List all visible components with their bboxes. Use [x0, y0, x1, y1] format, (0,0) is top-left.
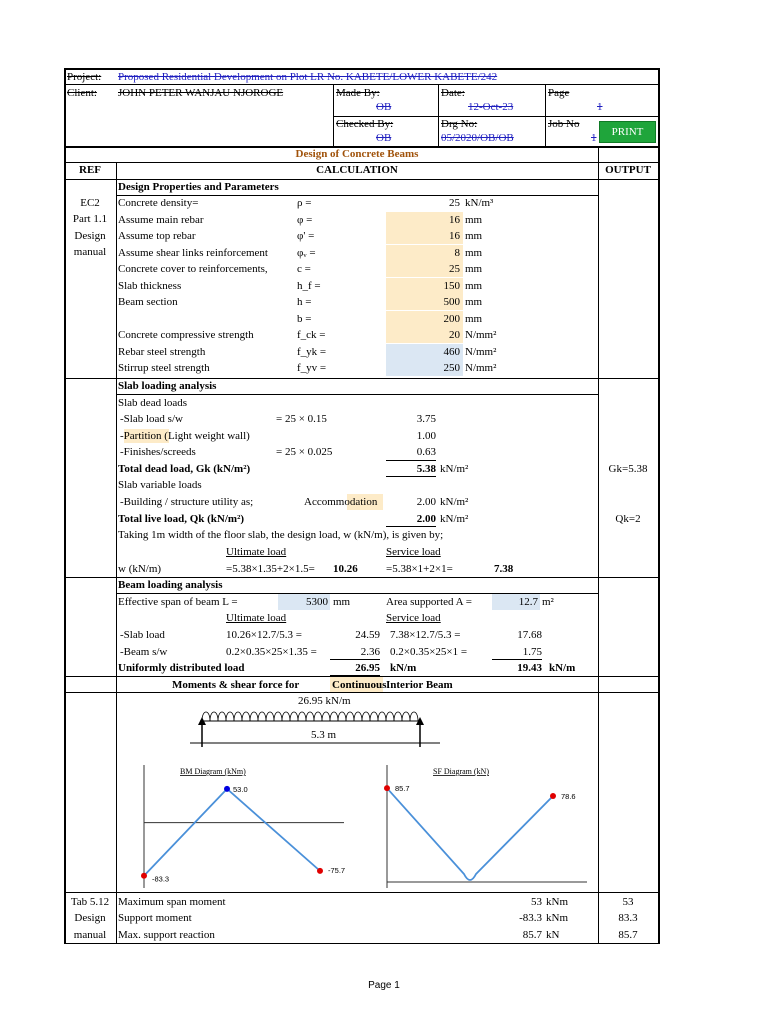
page-label: Page	[548, 87, 570, 99]
prop-label: Stirrup steel strength	[118, 362, 210, 374]
udl-coil	[226, 712, 234, 721]
udl-coil	[322, 712, 330, 721]
udl-coil	[378, 712, 386, 721]
prop-value[interactable]: 16	[449, 230, 460, 242]
slab-load-value: 3.75	[416, 413, 436, 425]
gk-output: Gk=5.38	[608, 463, 648, 475]
total-live-label: Total live load, Qk (kN/m²)	[118, 513, 245, 525]
max-span-moment-label: Maximum span moment	[118, 896, 226, 908]
prop-label: Assume top rebar	[118, 230, 196, 242]
prop-unit: mm	[465, 230, 483, 242]
beam-sw-svc-value: 1.75	[522, 646, 542, 658]
sf-diagram-chart	[383, 760, 593, 890]
prop-symbol: φᵥ =	[297, 246, 316, 259]
client-label: Client:	[67, 87, 97, 99]
results-ref-design: Design	[74, 912, 106, 924]
udl-coil	[298, 712, 306, 721]
made-by-value[interactable]: OB	[376, 101, 392, 113]
prop-value[interactable]: 150	[443, 279, 460, 292]
support-moment-output: 83.3	[618, 912, 638, 924]
prop-label: Assume main rebar	[118, 213, 204, 226]
prop-symbol: f_yk =	[297, 345, 327, 358]
results-ref-manual: manual	[73, 929, 107, 941]
udl-svc-value: 19.43	[517, 662, 542, 674]
moments-heading-highlight[interactable]: Continuous	[332, 679, 387, 691]
udl-coil	[386, 712, 394, 721]
prop-value[interactable]: 16	[449, 213, 460, 226]
prop-unit: N/mm²	[465, 329, 497, 341]
udl-coil	[218, 712, 226, 721]
design-props-heading: Design Properties and Parameters	[118, 181, 279, 193]
prop-value[interactable]: 20	[449, 329, 460, 341]
support-reaction-unit: kN	[546, 929, 560, 941]
data-label: 85.7	[395, 784, 410, 794]
prop-unit: mm	[465, 246, 483, 259]
moments-heading-prefix: Moments & shear force for	[172, 679, 300, 691]
print-button[interactable]: PRINT	[599, 121, 656, 143]
prop-value[interactable]: 25	[449, 197, 460, 209]
chart-title: SF Diagram (kN)	[433, 767, 489, 776]
prop-unit: mm	[465, 312, 483, 325]
udl-coils	[202, 712, 418, 721]
ref-manual: manual	[73, 246, 107, 258]
prop-label: Beam section	[118, 296, 178, 308]
udl-label: Uniformly distributed load	[118, 662, 245, 674]
prop-symbol: b =	[297, 312, 312, 325]
data-label: 78.6	[561, 791, 576, 801]
span-input[interactable]: 5300	[306, 596, 328, 608]
area-label: Area supported A =	[386, 596, 472, 608]
udl-coil	[282, 712, 290, 721]
udl-coil	[402, 712, 410, 721]
beam-slab-svc-value: 17.68	[517, 629, 542, 641]
slab-load-label: -Slab load s/w	[120, 413, 183, 425]
page-value[interactable]: 1	[597, 101, 603, 113]
udl-coil	[354, 712, 362, 721]
calculation-column-header: CALCULATION	[316, 164, 398, 176]
ultimate-load-heading: Ultimate load	[226, 546, 287, 558]
prop-label: Concrete cover to reinforcements,	[118, 263, 268, 275]
job-label: Job No	[548, 118, 580, 130]
checked-by-label: Checked By:	[336, 118, 394, 130]
prop-label: Rebar steel strength	[118, 345, 206, 358]
support-reaction-label: Max. support reaction	[118, 929, 215, 941]
data-label: -83.3	[152, 874, 170, 884]
utility-select[interactable]: Accommodation	[304, 496, 378, 508]
client-value[interactable]: JOHN PETER WANJAU NJOROGE	[118, 87, 284, 99]
udl-coil	[250, 712, 258, 721]
checked-by-value[interactable]: OB	[376, 132, 392, 144]
prop-unit: N/mm²	[465, 362, 497, 374]
prop-value[interactable]: 500	[443, 296, 460, 308]
udl-ult-unit: kN/m	[390, 662, 417, 674]
prop-label: Assume shear links reinforcement	[118, 246, 268, 259]
udl-coil	[242, 712, 250, 721]
support-moment-label: Support moment	[118, 912, 192, 924]
ref-ec2: EC2	[80, 197, 100, 209]
udl-coil	[210, 712, 218, 721]
slab-dead-heading: Slab dead loads	[118, 397, 188, 409]
beam-sw-ult-expr: 0.2×0.35×25×1.35 =	[226, 646, 317, 658]
udl-coil	[346, 712, 354, 721]
project-label: Project:	[67, 71, 102, 83]
udl-coil	[258, 712, 266, 721]
beam-slab-ult-expr: 10.26×12.7/5.3 =	[226, 629, 302, 641]
data-point	[141, 873, 147, 879]
slab-loading-heading: Slab loading analysis	[118, 380, 217, 392]
span-label: Effective span of beam L =	[118, 596, 238, 608]
results-ref-tab: Tab 5.12	[70, 896, 110, 908]
max-span-moment-unit: kNm	[546, 896, 568, 908]
w-ult-expr: =5.38×1.35+2×1.5=	[226, 563, 315, 575]
beam-load-label: 26.95 kN/m	[298, 695, 351, 707]
project-value[interactable]: Proposed Residential Development on Plot LR No. KABETE/LOWER KABETE/242	[118, 71, 498, 83]
drg-label: Drg No:	[441, 118, 478, 130]
made-by-label: Made By:	[336, 87, 380, 99]
prop-label: Concrete density=	[118, 197, 199, 209]
udl-coil	[290, 712, 298, 721]
drg-value[interactable]: 05/2020/OB/OB	[441, 132, 514, 144]
beam-span-label: 5.3 m	[311, 729, 337, 741]
prop-unit: mm	[465, 279, 483, 292]
w-svc-value: 7.38	[494, 563, 514, 575]
total-live-value: 2.00	[416, 513, 436, 525]
area-input[interactable]: 12.7	[518, 596, 538, 608]
prop-symbol: ρ =	[297, 197, 312, 209]
prop-value[interactable]: 8	[454, 246, 460, 259]
support-moment-unit: kNm	[546, 912, 568, 924]
data-point	[550, 793, 556, 799]
beam-sw-ult-value: 2.36	[360, 646, 380, 658]
utility-load: 2.00	[416, 496, 436, 508]
w-label: w (kN/m)	[118, 563, 162, 575]
udl-svc-unit: kN/m	[549, 662, 576, 674]
partition-value: 1.00	[416, 430, 436, 442]
data-point	[317, 868, 323, 874]
bm-diagram-chart	[140, 760, 350, 890]
beam-ult-heading: Ultimate load	[226, 612, 287, 624]
prop-unit: mm	[465, 296, 483, 308]
udl-coil	[370, 712, 378, 721]
ref-design: Design	[74, 230, 106, 242]
data-label: 53.0	[233, 784, 248, 794]
udl-coil	[314, 712, 322, 721]
w-svc-expr: =5.38×1+2×1=	[386, 563, 453, 575]
output-column-header: OUTPUT	[605, 164, 651, 176]
prop-label: Slab thickness	[118, 279, 182, 292]
date-label: Date:	[441, 87, 465, 99]
page-footer: Page 1	[368, 980, 400, 991]
prop-symbol: φ' =	[297, 230, 315, 242]
total-live-unit: kN/m²	[440, 513, 469, 525]
prop-symbol: f_yv =	[297, 362, 327, 374]
w-ult-value: 10.26	[333, 563, 358, 575]
finishes-expr: = 25 × 0.025	[276, 446, 333, 458]
udl-coil	[362, 712, 370, 721]
udl-coil	[234, 712, 242, 721]
prop-unit: kN/m³	[465, 197, 494, 209]
prop-unit: mm	[465, 263, 483, 275]
prop-value[interactable]: 200	[443, 312, 460, 325]
date-value[interactable]: 12-Oct-23	[468, 101, 514, 113]
taking-text: Taking 1m width of the floor slab, the design load, w (kN/m), is given by;	[118, 529, 444, 541]
slab-load-expr: = 25 × 0.15	[276, 413, 327, 425]
total-dead-label: Total dead load, Gk (kN/m²)	[118, 463, 251, 475]
prop-symbol: c =	[297, 263, 311, 275]
total-dead-unit: kN/m²	[440, 463, 469, 475]
max-span-moment-output: 53	[622, 896, 634, 908]
area-unit: m²	[542, 596, 554, 608]
service-load-heading: Service load	[386, 546, 441, 558]
udl-coil	[394, 712, 402, 721]
prop-value[interactable]: 460	[443, 345, 460, 358]
prop-symbol: φ =	[297, 213, 313, 226]
ref-part: Part 1.1	[72, 213, 108, 225]
prop-value[interactable]: 25	[449, 263, 460, 275]
job-value[interactable]: 1	[591, 132, 597, 144]
utility-label: -Building / structure utility as;	[120, 496, 254, 508]
slab-variable-heading: Slab variable loads	[118, 479, 202, 491]
data-point	[224, 786, 230, 792]
udl-coil	[274, 712, 282, 721]
prop-symbol: f_ck =	[297, 329, 326, 341]
max-span-moment-value: 53	[531, 896, 542, 908]
udl-coil	[306, 712, 314, 721]
beam-loading-heading: Beam loading analysis	[118, 579, 223, 591]
udl-coil	[330, 712, 338, 721]
support-reaction-output: 85.7	[618, 929, 638, 941]
support-moment-value: -83.3	[519, 912, 542, 924]
total-dead-value: 5.38	[416, 463, 436, 475]
span-unit: mm	[333, 596, 351, 608]
udl-coil	[266, 712, 274, 721]
beam-slab-ult-value: 24.59	[355, 629, 380, 641]
udl-coil	[338, 712, 346, 721]
beam-slab-label: -Slab load	[120, 629, 165, 641]
moments-heading-suffix: Interior Beam	[386, 679, 453, 691]
finishes-label: -Finishes/screeds	[120, 446, 196, 458]
data-label: -75.7	[328, 865, 346, 875]
prop-symbol: h =	[297, 296, 312, 308]
beam-sw-label: -Beam s/w	[120, 646, 168, 658]
utility-unit: kN/m²	[440, 496, 469, 508]
data-point	[384, 785, 390, 791]
beam-sw-svc-expr: 0.2×0.35×25×1 =	[390, 646, 468, 658]
prop-unit: N/mm²	[465, 345, 497, 358]
ref-column-header: REF	[79, 164, 101, 176]
udl-coil	[410, 712, 418, 721]
support-reaction-value: 85.7	[522, 929, 542, 941]
beam-slab-svc-expr: 7.38×12.7/5.3 =	[390, 629, 461, 641]
prop-value[interactable]: 250	[443, 362, 460, 374]
page-title: Design of Concrete Beams	[295, 148, 419, 160]
prop-symbol: h_f =	[297, 279, 321, 292]
series-line	[144, 789, 320, 876]
chart-title: BM Diagram (kNm)	[180, 767, 246, 776]
beam-svc-heading: Service load	[386, 612, 441, 624]
udl-ult-value: 26.95	[355, 662, 380, 674]
finishes-value: 0.63	[416, 446, 436, 458]
prop-label: Concrete compressive strength	[118, 329, 254, 341]
qk-output: Qk=2	[615, 513, 641, 525]
series-line	[387, 788, 553, 880]
partition-label: -Partition (Light weight wall)	[120, 430, 250, 442]
prop-unit: mm	[465, 213, 483, 226]
